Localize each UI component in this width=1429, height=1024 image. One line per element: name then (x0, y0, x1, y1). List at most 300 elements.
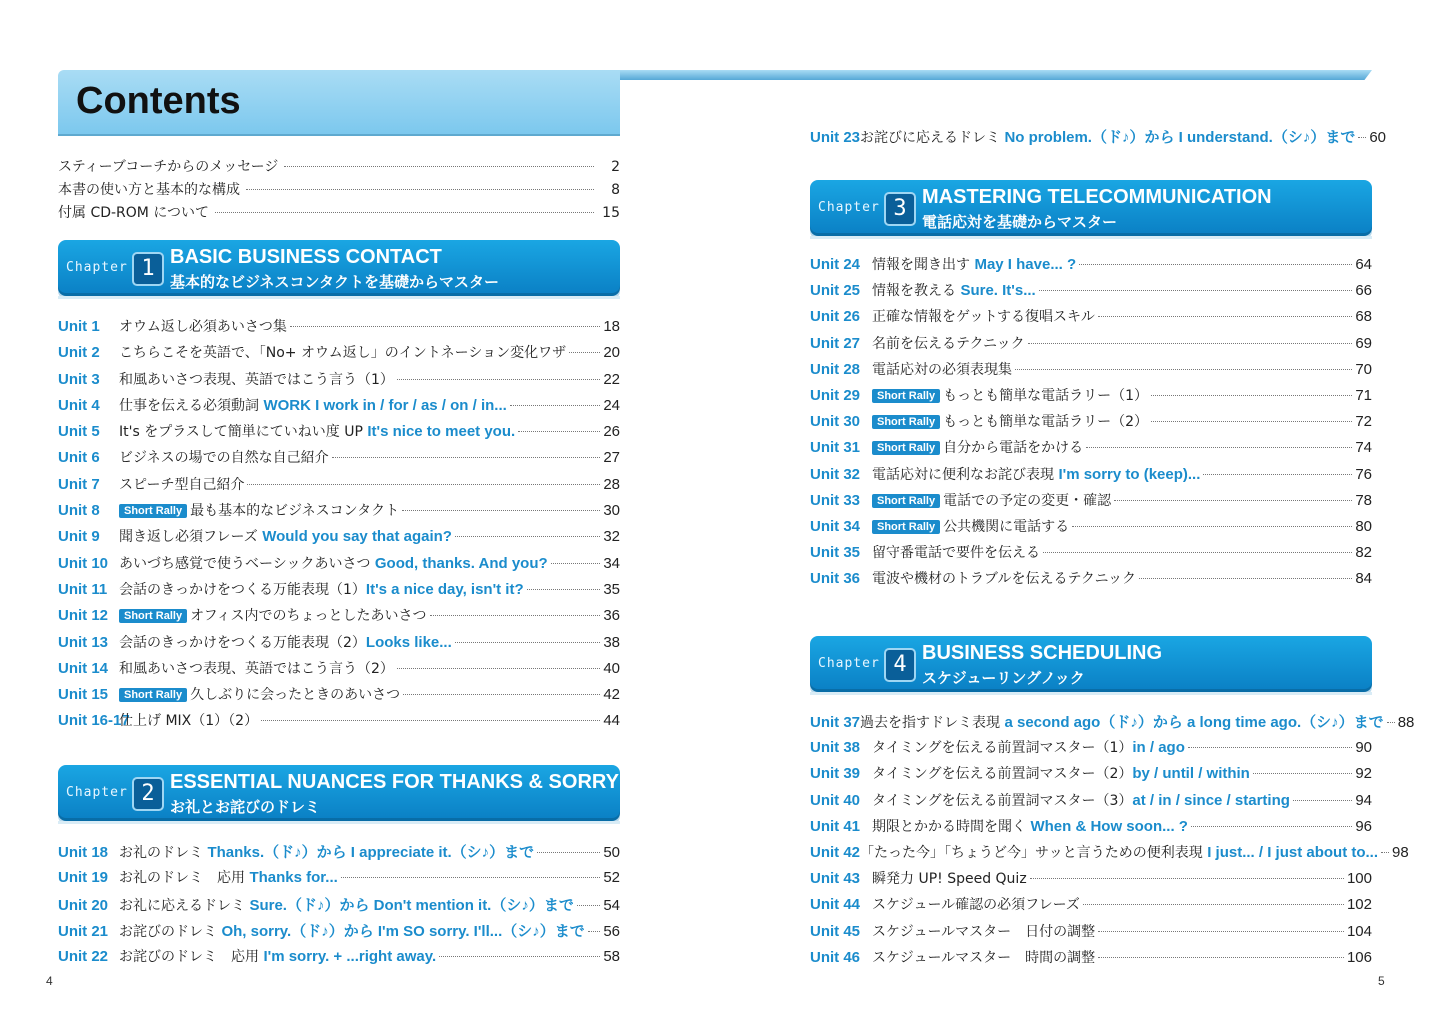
unit-title-en: I'm sorry. + ...right away. (263, 948, 437, 966)
unit-title (119, 447, 329, 467)
unit-label: Unit 7 (58, 475, 100, 493)
unit-title-ja: タイミングを伝える前置詞マスター（2） (872, 766, 1133, 783)
unit-item[interactable] (810, 542, 1372, 568)
page-title: Contents (76, 80, 241, 122)
unit-title-ja: オフィス内でのちょっとしたあいさつ (190, 608, 427, 625)
unit-title (872, 542, 1040, 562)
unit-title-en: WORK I work in / for / as / on / in... (263, 396, 507, 414)
leader-dots (1358, 137, 1366, 138)
short-rally-badge: Short Rally (872, 441, 940, 455)
unit-label: Unit 1 (58, 318, 100, 335)
unit-title-en: in / ago (1132, 739, 1185, 757)
unit-title (872, 437, 1083, 457)
chapter-word: Chapter (66, 785, 128, 800)
leader-dots (397, 379, 600, 380)
contents-header (58, 70, 620, 134)
unit-item[interactable] (810, 868, 1372, 894)
intro-list (58, 156, 620, 225)
unit-label: Unit 29 (810, 386, 861, 404)
unit-label: Unit 41 (810, 817, 861, 835)
leader-dots (402, 510, 600, 511)
unit-title-en: Would you say that again? (262, 528, 452, 546)
unit-title (860, 711, 1384, 732)
unit-item[interactable] (810, 790, 1372, 816)
page-number: 27 (603, 449, 620, 467)
chapter-banner-3[interactable] (810, 180, 1372, 236)
unit-label: Unit 15 (58, 686, 109, 704)
leader-dots (1203, 474, 1352, 475)
unit-label: Unit 13 (58, 633, 109, 651)
unit-title (119, 632, 452, 652)
unit-title-ja: 電波や機材のトラブルを伝えるテクニック (872, 571, 1137, 588)
unit-item[interactable] (810, 280, 1372, 306)
unit-label: Unit 10 (58, 554, 109, 572)
unit-item[interactable] (810, 568, 1372, 594)
unit-label: Unit 20 (58, 896, 109, 914)
unit-title (872, 254, 1076, 274)
chapter-rule (58, 821, 620, 824)
unit-label: Unit 16-17 (58, 712, 130, 730)
unit-item[interactable] (810, 333, 1372, 359)
leader-dots (1098, 931, 1344, 932)
unit-title (119, 710, 258, 730)
unit-title-ja: お礼のドレミ (119, 845, 208, 861)
leader-dots (290, 326, 600, 327)
unit-label: Unit 35 (810, 544, 861, 562)
leader-dots (1098, 957, 1344, 958)
page-number: 24 (603, 396, 620, 414)
unit-title (872, 947, 1095, 967)
chapter-banner-2[interactable] (58, 765, 620, 821)
leader-dots (1381, 852, 1389, 853)
unit-title-ja: 公共機関に電話する (943, 518, 1070, 535)
chapter-number: 2 (132, 777, 164, 811)
leader-dots (403, 694, 600, 695)
leader-dots (577, 905, 600, 906)
unit-title-en: by / until / within (1132, 765, 1250, 783)
unit-title (119, 316, 287, 336)
unit-title-en: Thanks.（ド♪）から I appreciate it.（シ♪）まで (207, 844, 535, 861)
chapter-number: 4 (884, 648, 916, 682)
page-number: 102 (1346, 896, 1372, 914)
chapter-number: 3 (884, 192, 916, 226)
unit-title (872, 385, 1148, 405)
page-number: 36 (603, 607, 620, 625)
unit-title-ja: スケジュールマスター 時間の調整 (872, 949, 1096, 966)
leader-dots (341, 877, 601, 878)
chapter-title-ja: スケジューリングノック (922, 669, 1085, 687)
unit-title (119, 526, 452, 546)
page-number: 84 (1355, 570, 1372, 588)
unit-label: Unit 43 (810, 870, 861, 888)
unit-title-ja: 留守番電話で要件を伝える (872, 545, 1040, 562)
unit-item[interactable] (58, 867, 620, 893)
unit-title-ja: 仕上げ MIX（1）（2） (119, 713, 259, 730)
unit-title (119, 474, 244, 494)
unit-label: Unit 42 (810, 843, 861, 861)
unit-label: Unit 31 (810, 439, 861, 457)
unit-title-ja: あいづち感覚で使うベーシックあいさつ (119, 555, 375, 572)
chapter-title-en: ESSENTIAL NUANCES FOR THANKS & SORRY (170, 771, 619, 793)
unit-item[interactable] (58, 447, 620, 473)
unit-title-ja: スピーチ型自己紹介 (119, 476, 245, 493)
unit-label: Unit 18 (58, 844, 109, 861)
unit-item[interactable] (58, 526, 620, 552)
unit-item[interactable] (58, 474, 620, 500)
unit-label: Unit 27 (810, 334, 861, 352)
unit-item[interactable] (58, 920, 620, 946)
page-number: 20 (603, 344, 620, 362)
page-number: 44 (603, 712, 620, 730)
unit-title-ja: ビジネスの場での自然な自己紹介 (119, 450, 329, 467)
short-rally-badge: Short Rally (119, 609, 187, 623)
chapter-title-en: BASIC BUSINESS CONTACT (170, 246, 442, 268)
page-number: 52 (603, 869, 620, 887)
chapter-title-ja: 電話応対を基礎からマスター (922, 213, 1118, 231)
unit-label: Unit 2 (58, 344, 100, 362)
leader-dots (1083, 904, 1344, 905)
leader-dots (569, 352, 600, 353)
unit-title-ja: お詫びに応えるドレミ (860, 130, 1005, 146)
unit-label: Unit 28 (810, 360, 861, 378)
page-number: 54 (603, 896, 620, 914)
leader-dots (1015, 369, 1352, 370)
unit-label: Unit 26 (810, 308, 861, 326)
unit-title (872, 359, 1012, 379)
unit-title-en: Thanks for... (249, 869, 338, 887)
unit-title-ja: 正確な情報をゲットする復唱スキル (872, 309, 1095, 326)
unit-title (872, 490, 1111, 510)
chapter-title-en: MASTERING TELECOMMUNICATION (922, 186, 1272, 208)
unit-item[interactable] (810, 254, 1372, 280)
unit-item[interactable] (810, 516, 1372, 542)
unit-title-ja: 聞き返し必須フレーズ (119, 529, 263, 546)
leader-dots (1039, 290, 1353, 291)
unit-item[interactable] (810, 947, 1372, 973)
unit-label: Unit 33 (810, 491, 861, 509)
unit-label: Unit 37 (810, 714, 861, 731)
unit-item[interactable] (58, 421, 620, 447)
short-rally-badge: Short Rally (872, 415, 940, 429)
unit-title-ja: 「たった今」「ちょうど今」サッと言うための便利表現 (860, 844, 1208, 861)
chapter-title-ja: 基本的なビジネスコンタクトを基礎からマスター (170, 273, 499, 291)
unit-item[interactable] (58, 395, 620, 421)
left-page (0, 0, 714, 1024)
unit-item[interactable] (58, 369, 620, 395)
unit-title-en: Sure. It's... (960, 282, 1036, 300)
unit-title (119, 841, 534, 862)
page-number-right: 5 (1378, 974, 1385, 988)
chapter-rule (810, 236, 1372, 239)
intro-item[interactable] (58, 202, 620, 225)
unit-item[interactable] (58, 710, 620, 736)
unit-23 (810, 126, 1387, 147)
unit-item[interactable] (58, 605, 620, 631)
unit-title-ja: スケジュール確認の必須フレーズ (872, 897, 1080, 914)
intro-label: 本書の使い方と基本的な構成 (58, 182, 240, 198)
unit-item[interactable] (810, 816, 1372, 842)
unit-title-en: No problem.（ド♪）から I understand.（シ♪）まで (1004, 129, 1356, 146)
page-number: 42 (603, 686, 620, 704)
page-number: 22 (603, 370, 620, 388)
leader-dots (510, 405, 601, 406)
unit-title-ja: 過去を指すドレミ表現 (860, 715, 1005, 731)
unit-item[interactable] (58, 946, 620, 972)
page-number: 34 (603, 554, 620, 572)
leader-dots (247, 484, 600, 485)
chapter-banner-1[interactable] (58, 240, 620, 296)
unit-title (119, 553, 548, 573)
unit-item[interactable] (810, 711, 1415, 737)
unit-title (119, 684, 400, 704)
page-number: 26 (603, 423, 620, 441)
unit-label: Unit 9 (58, 528, 100, 546)
unit-title-en: at / in / since / starting (1132, 791, 1290, 809)
unit-item[interactable] (810, 385, 1372, 411)
page-number: 60 (1369, 129, 1387, 146)
unit-title-ja: オウム返し必須あいさつ集 (119, 319, 287, 335)
unit-label: Unit 30 (810, 413, 861, 431)
unit-title (872, 737, 1185, 757)
unit-title (119, 395, 507, 415)
page-number: 28 (603, 475, 620, 493)
unit-title-ja: 自分から電話をかける (943, 440, 1084, 457)
unit-title (119, 421, 515, 441)
unit-label: Unit 38 (810, 739, 861, 757)
unit-title (119, 500, 399, 520)
chapter-word: Chapter (66, 260, 128, 275)
unit-title (872, 868, 1027, 888)
page-number: 76 (1355, 465, 1372, 483)
unit-item[interactable] (58, 841, 620, 867)
leader-dots (1253, 773, 1352, 774)
chapter-1-units (58, 316, 620, 737)
leader-dots (1293, 800, 1352, 801)
unit-label: Unit 8 (58, 502, 100, 520)
leader-dots (1086, 447, 1352, 448)
unit-title-ja: 電話応対に便利なお詫び表現 (872, 466, 1059, 483)
unit-title-en: I'm sorry to (keep)... (1058, 465, 1201, 483)
chapter-2-units (58, 841, 620, 972)
leader-dots (1114, 500, 1352, 501)
short-rally-badge: Short Rally (872, 520, 940, 534)
page-number: 56 (603, 922, 620, 940)
unit-title (119, 946, 436, 966)
unit-title-ja: こちらこそを英語で、「No+ オウム返し」のイントネーション変化ワザ (119, 345, 567, 362)
unit-item[interactable] (58, 553, 620, 579)
unit-title-en: Sure.（ド♪）から Don't mention it.（シ♪）まで (249, 896, 574, 914)
unit-label: Unit 32 (810, 465, 861, 483)
page-number-left: 4 (46, 974, 53, 988)
unit-label: Unit 21 (58, 922, 109, 940)
page-number: 94 (1355, 791, 1372, 809)
unit-title-ja: もっとも簡単な電話ラリー（1） (943, 387, 1148, 404)
page-number: 98 (1392, 843, 1409, 861)
leader-dots (332, 457, 601, 458)
leader-dots (430, 615, 601, 616)
short-rally-badge: Short Rally (872, 494, 940, 508)
short-rally-badge: Short Rally (119, 504, 187, 518)
unit-title-ja: タイミングを伝える前置詞マスター（3） (872, 792, 1133, 809)
unit-item[interactable] (58, 632, 620, 658)
unit-item[interactable] (58, 500, 620, 526)
unit-title-en: May I have... ? (974, 256, 1077, 273)
unit-title-ja: 名前を伝えるテクニック (872, 335, 1025, 352)
unit-title-ja: 和風あいさつ表現、英語ではこう言う（1） (119, 371, 394, 388)
unit-title (872, 894, 1080, 914)
unit-title (872, 411, 1148, 431)
unit-label: Unit 23 (810, 129, 861, 146)
unit-title (119, 658, 394, 678)
page-number: 96 (1355, 817, 1372, 835)
unit-title-ja: 情報を聞き出す (872, 257, 975, 273)
unit-title-ja: スケジュールマスター 日付の調整 (872, 923, 1096, 940)
page-number: 15 (602, 205, 620, 221)
unit-title (119, 342, 566, 362)
unit-title (872, 464, 1200, 484)
unit-label: Unit 22 (58, 948, 109, 966)
unit-item[interactable] (810, 437, 1372, 463)
unit-label: Unit 12 (58, 607, 109, 625)
page-number: 74 (1355, 439, 1372, 457)
unit-item[interactable] (810, 842, 1409, 868)
leader-dots (284, 166, 594, 167)
leader-dots (551, 563, 601, 564)
unit-label: Unit 46 (810, 948, 861, 966)
intro-label: 付属 CD-ROM について (58, 205, 210, 221)
unit-item[interactable] (810, 464, 1372, 490)
unit-item[interactable] (810, 894, 1372, 920)
page-number: 80 (1355, 517, 1372, 535)
unit-title-en: a second ago（ド♪）から a long time ago.（シ♪）まで (1004, 714, 1384, 731)
leader-dots (1098, 316, 1352, 317)
short-rally-badge: Short Rally (872, 389, 940, 403)
unit-item[interactable] (58, 658, 620, 684)
leader-dots (1072, 526, 1352, 527)
page-number: 72 (1355, 413, 1372, 431)
intro-item[interactable] (58, 156, 620, 179)
unit-title (119, 605, 427, 625)
short-rally-badge: Short Rally (119, 688, 187, 702)
unit-title (860, 126, 1355, 147)
unit-title-en: I just... / I just about to... (1207, 843, 1379, 861)
leader-dots (1191, 826, 1352, 827)
unit-label: Unit 6 (58, 449, 100, 467)
unit-title-ja: 会話のきっかけをつくる万能表現（1） (119, 581, 366, 598)
unit-item[interactable] (58, 684, 620, 710)
unit-label: Unit 39 (810, 765, 861, 783)
unit-item[interactable] (58, 579, 620, 605)
unit-title-ja: 和風あいさつ表現、英語ではこう言う（2） (119, 660, 394, 677)
intro-item[interactable] (58, 179, 620, 202)
unit-title-ja: タイミングを伝える前置詞マスター（1） (872, 740, 1133, 757)
unit-title (872, 516, 1069, 536)
leader-dots (439, 956, 600, 957)
page-number: 58 (603, 948, 620, 966)
leader-dots (1030, 878, 1344, 879)
unit-item[interactable] (810, 737, 1372, 763)
unit-item[interactable] (58, 894, 620, 920)
chapter-rule (810, 692, 1372, 695)
chapter-banner-4[interactable] (810, 636, 1372, 692)
unit-label: Unit 40 (810, 791, 861, 809)
unit-title-en: It's nice to meet you. (367, 423, 516, 441)
leader-dots (215, 212, 594, 213)
unit-label: Unit 45 (810, 922, 861, 940)
unit-title (119, 369, 394, 389)
unit-title-ja: 電話応対の必須表現集 (872, 361, 1012, 378)
unit-title (872, 763, 1250, 783)
unit-label: Unit 4 (58, 396, 100, 414)
leader-dots (588, 931, 601, 932)
page-number: 50 (603, 844, 620, 861)
unit-item[interactable] (58, 342, 620, 368)
unit-title (872, 790, 1290, 810)
unit-title-ja: お詫びのドレミ (119, 923, 222, 940)
unit-item[interactable] (810, 126, 1387, 147)
page-number: 106 (1346, 948, 1372, 966)
page-number: 69 (1355, 334, 1372, 352)
unit-title-en: Oh, sorry.（ド♪）から I'm SO sorry. I'll...（シ♪）まで (221, 922, 585, 940)
unit-item[interactable] (810, 921, 1372, 947)
page-number: 2 (611, 159, 620, 175)
unit-item[interactable] (810, 763, 1372, 789)
unit-item[interactable] (810, 306, 1372, 332)
unit-label: Unit 11 (58, 580, 108, 598)
unit-title-en: When & How soon... ? (1030, 817, 1188, 835)
unit-label: Unit 34 (810, 517, 861, 535)
unit-item[interactable] (810, 359, 1372, 385)
page-number: 35 (603, 580, 620, 598)
page-number: 32 (603, 528, 620, 546)
unit-title-ja: 仕事を伝える必須動詞 (119, 397, 264, 414)
unit-label: Unit 44 (810, 896, 861, 914)
page-number: 68 (1355, 308, 1372, 326)
unit-title (860, 842, 1378, 862)
page-number: 82 (1355, 544, 1372, 562)
unit-title (119, 867, 338, 887)
unit-label: Unit 19 (58, 869, 109, 887)
right-page (714, 0, 1429, 1024)
leader-dots (1079, 264, 1352, 265)
chapter-number: 1 (132, 252, 164, 286)
unit-item[interactable] (810, 490, 1372, 516)
unit-title-ja: 最も基本的なビジネスコンタクト (190, 503, 400, 520)
leader-dots (1151, 395, 1352, 396)
unit-item[interactable] (58, 316, 620, 342)
page-number: 38 (603, 633, 620, 651)
leader-dots (527, 589, 601, 590)
page-number: 88 (1397, 714, 1415, 731)
leader-dots (455, 536, 600, 537)
leader-dots (1139, 578, 1352, 579)
unit-title (872, 921, 1095, 941)
unit-title (119, 920, 585, 941)
leader-dots (1188, 747, 1352, 748)
unit-title-ja: 久しぶりに会ったときのあいさつ (190, 687, 401, 704)
page-number: 18 (603, 318, 620, 335)
unit-label: Unit 36 (810, 570, 861, 588)
chapter-word: Chapter (818, 656, 880, 671)
unit-title-ja: お詫びのドレミ 応用 (119, 949, 264, 966)
unit-title (872, 816, 1188, 836)
unit-title-ja: 情報を教える (872, 283, 961, 300)
leader-dots (261, 720, 600, 721)
unit-title (119, 579, 524, 599)
unit-item[interactable] (810, 411, 1372, 437)
page-number: 104 (1346, 922, 1372, 940)
unit-title-en: It's a nice day, isn't it? (365, 580, 524, 598)
